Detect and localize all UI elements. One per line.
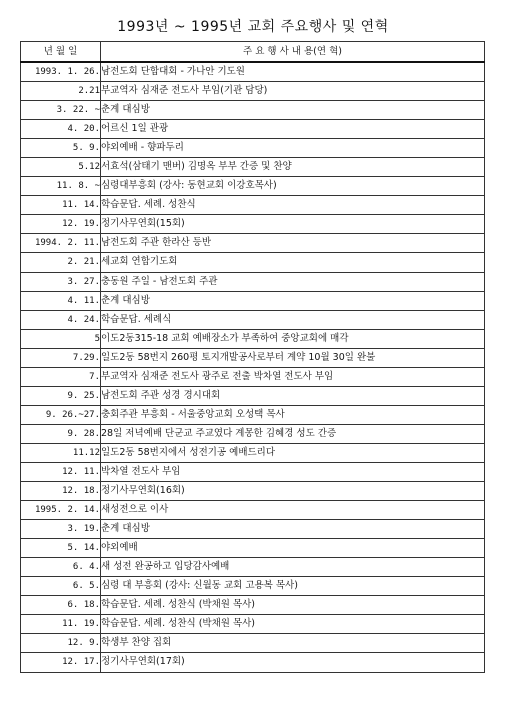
date-cell: 6. 5. xyxy=(21,577,101,596)
table-row xyxy=(21,462,485,481)
date-cell: 6. 18. xyxy=(21,596,101,615)
description-column-header: 주 요 행 사 내 용(연 혁) xyxy=(101,42,485,63)
table-row xyxy=(21,196,485,215)
table-row xyxy=(21,234,485,253)
event-description-cell: 이도2동315-18 교회 예배장소가 부족하여 중앙교회에 매각 xyxy=(101,329,485,348)
date-cell: 3. 19. xyxy=(21,520,101,539)
date-cell: 9. 25. xyxy=(21,386,101,405)
event-description-cell: 일도2동 58번지에서 성전기공 예배드리다 xyxy=(101,443,485,462)
table-row xyxy=(21,253,485,272)
table-row xyxy=(21,177,485,196)
date-cell: 2.21 xyxy=(21,82,101,101)
table-row xyxy=(21,158,485,177)
event-description-cell: 학생부 찬양 집회 xyxy=(101,634,485,653)
table-row xyxy=(21,615,485,634)
table-header xyxy=(21,42,485,63)
date-cell: 11. 8. ~ xyxy=(21,177,101,196)
date-cell: 6. 4. xyxy=(21,558,101,577)
event-description-cell: 새성전으로 이사 xyxy=(101,501,485,520)
date-cell: 5 xyxy=(21,329,101,348)
event-description-cell: 심령대부흥회 (강사: 동현교회 이강호목사) xyxy=(101,177,485,196)
table-body xyxy=(21,62,485,672)
event-description-cell: 충동원 주일 - 남전도회 주관 xyxy=(101,272,485,291)
table-row xyxy=(21,348,485,367)
event-description-cell: 심령 대 부흥회 (강사: 신월동 교회 고용복 목사) xyxy=(101,577,485,596)
event-description-cell: 야외예배 - 향파두리 xyxy=(101,139,485,158)
event-description-cell: 학습문답. 세례. 성찬식 (박채원 목사) xyxy=(101,596,485,615)
event-description-cell: 충회주관 부흥회 - 서울중앙교회 오성택 목사 xyxy=(101,405,485,424)
date-cell: 3. 27. xyxy=(21,272,101,291)
table-row xyxy=(21,558,485,577)
event-description-cell: 정기사무연회(15회) xyxy=(101,215,485,234)
date-cell: 5. 9. xyxy=(21,139,101,158)
date-cell: 4. 24. xyxy=(21,310,101,329)
event-description-cell: 서효석(삼태기 맨버) 김명옥 부부 간증 및 찬양 xyxy=(101,158,485,177)
table-row xyxy=(21,653,485,672)
date-cell: 2. 21. xyxy=(21,253,101,272)
event-description-cell: 학습문답. 세례식 xyxy=(101,310,485,329)
date-cell: 12. 9. xyxy=(21,634,101,653)
date-cell: 5. 14. xyxy=(21,539,101,558)
date-cell: 7.29. xyxy=(21,348,101,367)
date-cell: 12. 18. xyxy=(21,482,101,501)
event-description-cell: 남전도회 주관 성경 경시대회 xyxy=(101,386,485,405)
event-description-cell: 춘계 대심방 xyxy=(101,101,485,120)
date-cell: 11. 19. xyxy=(21,615,101,634)
table-row xyxy=(21,310,485,329)
table-row xyxy=(21,577,485,596)
history-table xyxy=(20,41,485,673)
date-cell: 1995. 2. 14. xyxy=(21,501,101,520)
date-cell: 1994. 2. 11. xyxy=(21,234,101,253)
table-row xyxy=(21,215,485,234)
date-cell: 3. 22. ~ xyxy=(21,101,101,120)
date-cell: 9. 28. xyxy=(21,424,101,443)
header-row xyxy=(21,42,485,63)
date-cell: 4. 20. xyxy=(21,120,101,139)
date-cell: 4. 11. xyxy=(21,291,101,310)
date-cell: 12. 17. xyxy=(21,653,101,672)
table-row xyxy=(21,405,485,424)
date-cell: 1993. 1. 26. xyxy=(21,62,101,82)
date-column-header: 년 월 일 xyxy=(21,42,101,63)
table-row xyxy=(21,520,485,539)
event-description-cell: 남전도회 주관 한라산 등반 xyxy=(101,234,485,253)
table-row xyxy=(21,120,485,139)
event-description-cell: 어르신 1일 관광 xyxy=(101,120,485,139)
table-row xyxy=(21,386,485,405)
table-row xyxy=(21,424,485,443)
date-cell: 12. 11. xyxy=(21,462,101,481)
page-title: 1993년 ~ 1995년 교회 주요행사 및 연혁 xyxy=(117,19,389,35)
table-row xyxy=(21,82,485,101)
event-description-cell: 정기사무연회(16회) xyxy=(101,482,485,501)
table-row xyxy=(21,634,485,653)
table-row xyxy=(21,367,485,386)
event-description-cell: 박차열 전도사 부임 xyxy=(101,462,485,481)
event-description-cell: 세교회 연합기도회 xyxy=(101,253,485,272)
table-row xyxy=(21,291,485,310)
date-cell: 5.12 xyxy=(21,158,101,177)
event-description-cell: 춘계 대심방 xyxy=(101,520,485,539)
event-description-cell: 학습문답. 세례. 성찬식 (박채원 목사) xyxy=(101,615,485,634)
event-description-cell: 야외예배 xyxy=(101,539,485,558)
table-row xyxy=(21,443,485,462)
table-row xyxy=(21,596,485,615)
event-description-cell: 남전도회 단합대회 - 가나안 기도원 xyxy=(101,62,485,82)
table-row xyxy=(21,101,485,120)
date-cell: 12. 19. xyxy=(21,215,101,234)
table-row xyxy=(21,62,485,82)
date-cell: 11.12 xyxy=(21,443,101,462)
event-description-cell: 정기사무연회(17회) xyxy=(101,653,485,672)
event-description-cell: 28일 저녁예배 단군교 주교였다 계몽한 김혜경 성도 간증 xyxy=(101,424,485,443)
table-row xyxy=(21,539,485,558)
table-row xyxy=(21,482,485,501)
date-cell: 9. 26.~27. xyxy=(21,405,101,424)
table-row xyxy=(21,329,485,348)
event-description-cell: 새 성전 완공하고 입당감사예배 xyxy=(101,558,485,577)
date-cell: 11. 14. xyxy=(21,196,101,215)
date-cell: 7. xyxy=(21,367,101,386)
event-description-cell: 학습문답. 세례. 성찬식 xyxy=(101,196,485,215)
event-description-cell: 부교역자 심재준 전도사 부임(기관 담당) xyxy=(101,82,485,101)
table-row xyxy=(21,501,485,520)
table-row xyxy=(21,272,485,291)
event-description-cell: 부교역자 심재준 전도사 광주로 전출 박차열 전도사 부임 xyxy=(101,367,485,386)
event-description-cell: 춘계 대심방 xyxy=(101,291,485,310)
event-description-cell: 일도2동 58번지 260평 토지개발공사로부터 계약 10월 30일 완불 xyxy=(101,348,485,367)
table-row xyxy=(21,139,485,158)
